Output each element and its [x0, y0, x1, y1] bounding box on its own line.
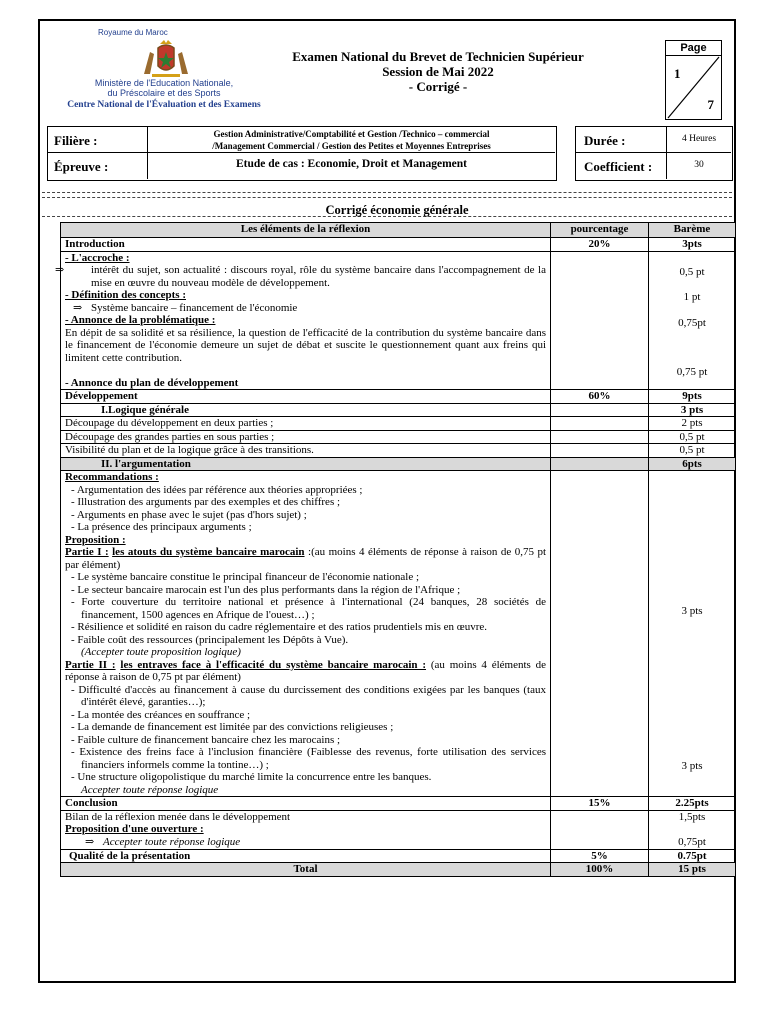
table-row: Découpage du développement en deux parties ; 2 pts [61, 417, 736, 431]
separator-line [42, 192, 732, 193]
table-row: I.Logique générale 3 pts [61, 403, 736, 417]
duree-label: Durée : [576, 127, 667, 153]
grading-table [55, 222, 736, 877]
table-row: Conclusion 15% 2.25pts [61, 797, 736, 811]
exam-info-box [47, 126, 557, 181]
duree-value: 4 Heures [667, 127, 731, 153]
arrow-icon: ⇒ [85, 835, 95, 848]
epreuve-value: Etude de cas : Economie, Droit et Management [235, 158, 468, 170]
col-header-elements: Les éléments de la réflexion [61, 223, 551, 238]
table-row: Qualité de la présentation 5% 0.75pt [61, 849, 736, 863]
section-title: Corrigé économie générale [325, 203, 469, 217]
kingdom-name: Royaume du Maroc [98, 28, 168, 37]
ministry-logo-block [54, 26, 284, 116]
table-row: Visibilité du plan et de la logique grâce à des transitions. 0,5 pt [61, 444, 736, 458]
ministry-name: Ministère de l'Education Nationale, du Préscolaire et des Sports [94, 78, 234, 98]
coefficient-label: Coefficient : [576, 153, 667, 179]
center-name: Centre National de l'Évaluation et des Examens [67, 100, 261, 110]
page-number: 1 [674, 66, 681, 81]
col-header-percentage: pourcentage [551, 223, 649, 238]
filiere-value: Gestion Administrative/Comptabilité et Gestion /Technico – commercial /Management Commercial / Gestion des Petites et Moyennes Entreprises [148, 127, 555, 153]
table-row: Introduction 20% 3pts [61, 238, 736, 252]
table-row: Bilan de la réflexion menée dans le développement Proposition d'une ouverture : ⇒ Accepter toute réponse logique 1,5pts 0,75pt [61, 810, 736, 849]
table-total-row: Total 100% 15 pts [61, 863, 736, 877]
table-row: Découpage des grandes parties en sous parties ; 0,5 pt [61, 430, 736, 444]
col-header-bareme: Barème [649, 223, 736, 238]
table-row: Recommandations : - Argumentation des idées par référence aux théories appropriées ; - Illustration des arguments par des exemples et des chiffres ; - Arguments en phase avec le sujet (pas d'hors sujet) ; - La présence des principaux arguments ; Proposition : Partie I : les atouts du système bancaire marocain :(au moins 4 éléments de réponse à raison de 0,75 pt par élément) - Le système bancaire constitue le principal financeur de l'économie nationale ; - Le secteur bancaire marocain est l'un des plus performants dans la région de l'Afrique ; - Forte couverture du territoire national et présence à l'international (24 banques, 28 sociétés de financement, 1500 agences en Afrique de l'ouest…) ; - Résilience et solidité en raison du cadre réglementaire et des ratios prudentiels mis en œuvre. - Faible coût des ressources (principalement les Dépôts à Vue). (Accepter toute proposition logique) Partie II : les entraves face à l'efficacité du système bancaire marocain : (au moins 4 éléments de réponse à raison de 0,75 pt par élément) - Difficulté d'accès au financement à cause du durcissement des conditions exigées par les banques (taux d'intérêt élevé, garanties…); - La montée des créances en souffrance ; - La demande de financement est limitée par des convictions religieuses ; - Faible culture de financement bancaire chez les marocains ; - Existence des freins face à l'inclusion financière (Faiblesse des revenus, forte utilisation des services financiers informels comme la tontine…) ; - Une structure oligopolistique du marché limite la concurrence entre les banques. Accepter toute réponse logique 3 pts 3 pts [61, 471, 736, 797]
exam-title: Examen National du Brevet de Technicien Supérieur Session de Mai 2022 - Corrigé - [292, 49, 584, 94]
filiere-label: Filière : [48, 127, 148, 153]
table-row: - L'accroche : ⇒ intérêt du sujet, son actualité : discours royal, rôle du système bancaire dans l'accompagnement de la mise en œuvre du nouveau modèle de développement. - Définition des concepts : ⇒ Système bancaire – financement de l'économie - Annonce de la problématique : En dépit de sa solidité et sa résilience, la question de l'efficacité de la contribution du système bancaire dans le financement de l'économie demeure un sujet de débat et suscite le questionnement quant aux freins qui limitent cette contribution. - Annonce du plan de développement 0,5 pt 1 pt 0,75pt 0,75 pt [61, 251, 736, 390]
page-label: Page [666, 41, 721, 56]
duration-box [575, 126, 733, 181]
page-total: 7 [707, 97, 714, 112]
table-header-row [61, 223, 736, 238]
epreuve-label: Épreuve : [48, 153, 148, 179]
arrow-icon: ⇒ [55, 264, 65, 276]
table-row: II. l'argumentation 6pts [61, 457, 736, 471]
separator-line [42, 197, 732, 198]
coefficient-value: 30 [694, 160, 704, 170]
page-counter [665, 40, 722, 120]
royal-emblem-icon [140, 38, 192, 78]
table-row: Développement 60% 9pts [61, 390, 736, 404]
arrow-icon: ⇒ [73, 301, 83, 314]
